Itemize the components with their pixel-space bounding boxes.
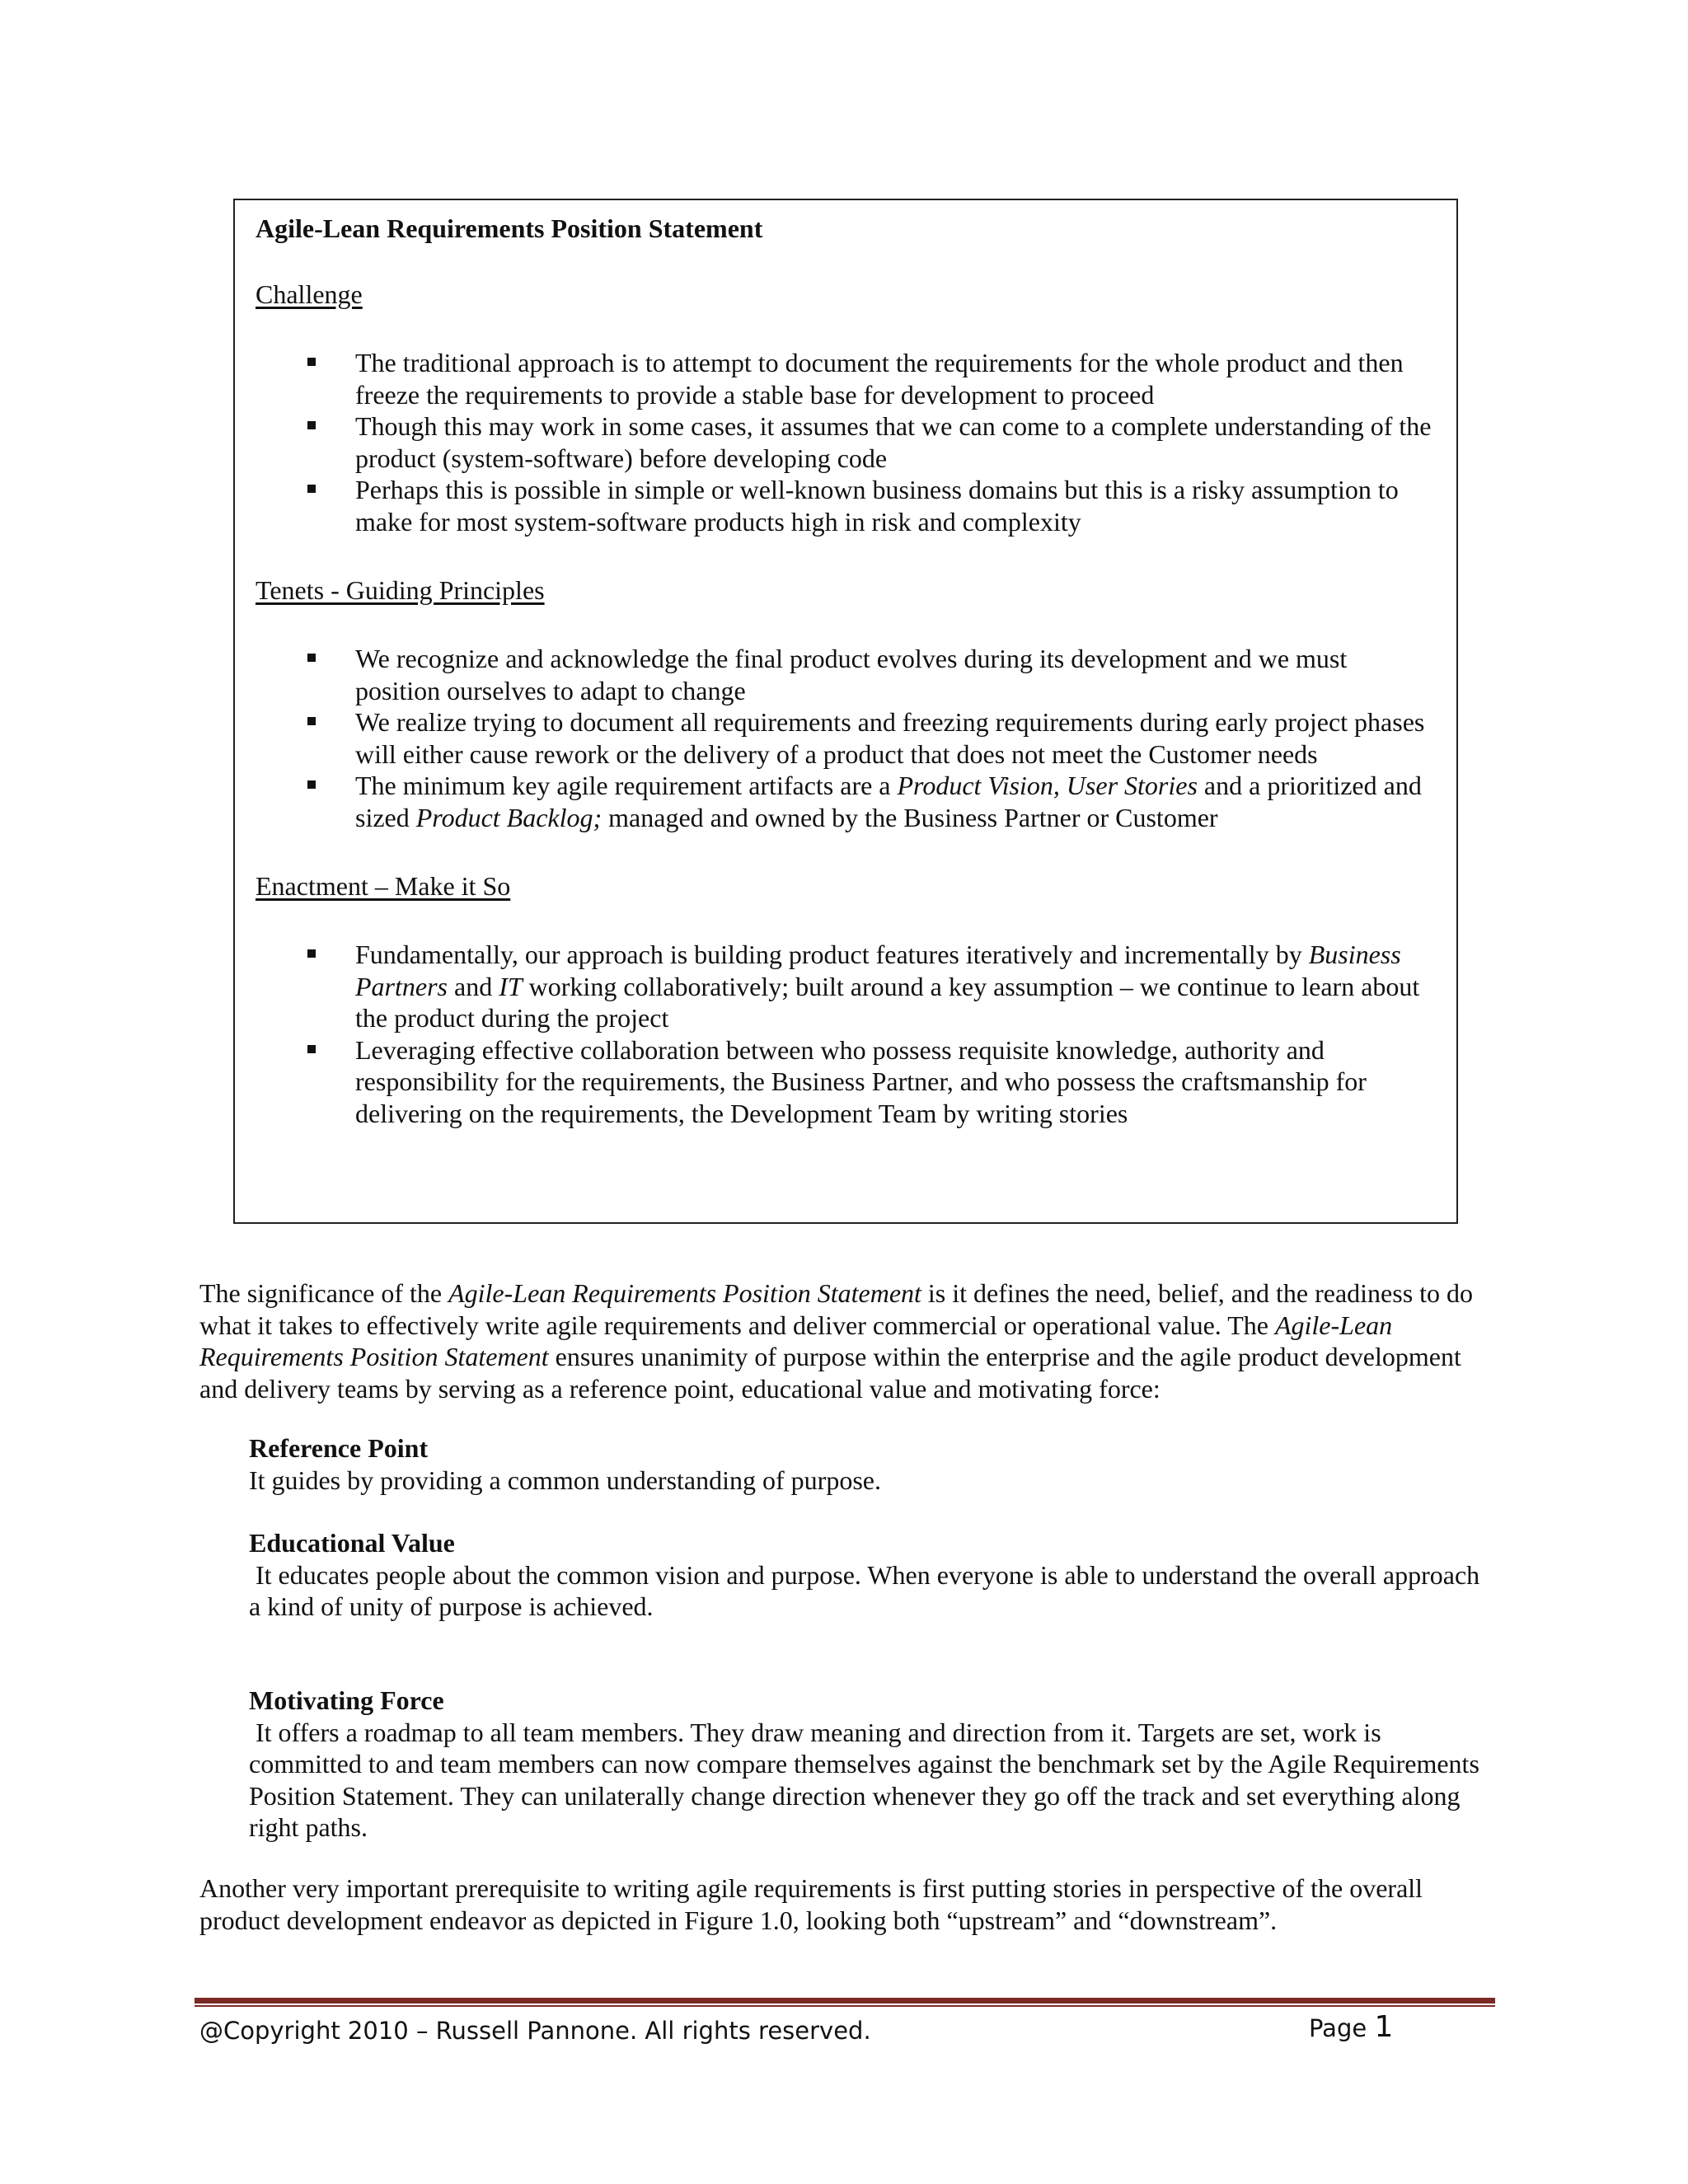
motivating-force-heading: Motivating Force — [249, 1685, 444, 1715]
bullet-list — [256, 939, 1433, 1129]
square-bullet-icon — [307, 485, 316, 493]
bullet-text: working collaboratively; built around a key assumption – we continue to learn about the product during the project — [355, 971, 1420, 1033]
reference-point-block — [249, 1432, 1493, 1496]
significance-text-2: Agile-Lean Requirements Position Statement — [448, 1278, 921, 1308]
motivating-force-block — [249, 1685, 1493, 1844]
bullet-list — [256, 347, 1433, 537]
bullet-item — [256, 706, 1433, 770]
bullet-text: We recognize and acknowledge the final product evolves during its development and we must position ourselves to adapt to change — [355, 644, 1348, 705]
educational-value-text: It educates people about the common vision and purpose. When everyone is able to understand the overall approach a kind of unity of purpose is achieved. — [249, 1559, 1487, 1621]
square-bullet-icon — [307, 421, 316, 429]
bullet-text: Though this may work in some cases, it assumes that we can come to a complete understanding of the product (system-software) before developing code — [355, 411, 1432, 473]
motivating-force-text: It offers a roadmap to all team members. They draw meaning and direction from it. Targets are set, work is committed to and team members can now compare themselves against the benchmark set by the Agile Requirements Position Statement. They can unilaterally change direction whenever they go off the track and set everything along right paths. — [249, 1717, 1486, 1842]
reference-point-text: It guides by providing a common understanding of purpose. — [249, 1465, 881, 1495]
significance-paragraph — [199, 1277, 1493, 1404]
bullet-item — [256, 347, 1433, 410]
bullet-item — [256, 474, 1433, 537]
bullet-text: IT — [499, 971, 523, 1001]
bullet-text: Leveraging effective collaboration between who possess requisite knowledge, authority and responsibility for the requirements, the Business Partner, and who possess the craftsmanship for delivering on the requirements, the Development Team by writing stories — [355, 1034, 1367, 1128]
bullet-text: The minimum key agile requirement artifacts are a — [355, 771, 898, 800]
bullet-item — [256, 1034, 1433, 1130]
statement-sections — [256, 278, 1433, 1129]
bullet-text: Perhaps this is possible in simple or well-known business domains but this is a risky assumption to make for most system-software products high in risk and complexity — [355, 475, 1399, 537]
footer-rule — [195, 1998, 1495, 2004]
square-bullet-icon — [307, 949, 316, 958]
statement-title: Agile-Lean Requirements Position Statement — [256, 213, 763, 243]
page-label: Page — [1309, 2014, 1375, 2042]
bullet-text: and a prioritized and sized — [355, 771, 1422, 832]
bullet-item — [256, 410, 1433, 474]
position-statement-box — [233, 199, 1458, 1224]
footer-rule-thin — [195, 2005, 1495, 2007]
square-bullet-icon — [307, 717, 316, 725]
prerequisite-paragraph: Another very important prerequisite to writing agile requirements is first putting stories in perspective of the overall product development endeavor as depicted in Figure 1.0, looking both “upstream” and “downstream”. — [199, 1873, 1423, 1935]
significance-text-5: ensures unanimity of purpose within the enterprise and the agile product development and delivery teams by serving as a reference point, educational value and motivating force: — [199, 1342, 1461, 1404]
bullet-item — [256, 643, 1433, 706]
page-number: 1 — [1374, 2010, 1394, 2044]
footer-page-number — [1309, 2011, 1393, 2045]
reference-point-heading: Reference Point — [249, 1433, 429, 1463]
bullet-text: We realize trying to document all requirements and freezing requirements during early project phases will either cause rework or the delivery of a product that does not meet the Customer needs — [355, 707, 1425, 769]
educational-value-heading: Educational Value — [249, 1528, 455, 1558]
section-heading: Tenets - Guiding Principles — [256, 575, 545, 605]
bullet-text: Product Backlog; — [415, 802, 603, 832]
bullet-item — [256, 770, 1433, 833]
square-bullet-icon — [307, 780, 316, 789]
bullet-item — [256, 939, 1433, 1034]
bullet-list — [256, 643, 1433, 833]
bullet-text: Fundamentally, our approach is building product features iteratively and incrementally by — [355, 940, 1309, 969]
bullet-text: managed and owned by the Business Partner or Customer — [602, 802, 1218, 832]
significance-text-4: Agile-Lean Requirements Position Statement — [199, 1310, 1393, 1371]
section-heading: Enactment – Make it So — [256, 871, 511, 901]
significance-text-1: The significance of the — [199, 1278, 449, 1308]
square-bullet-icon — [307, 358, 316, 366]
bullet-text: Product Vision, User Stories — [897, 771, 1198, 800]
educational-value-block — [249, 1527, 1493, 1623]
square-bullet-icon — [307, 654, 316, 662]
bullet-text: Business Partners — [355, 940, 1401, 1001]
bullet-text: The traditional approach is to attempt to document the requirements for the whole product and then freeze the requirements to provide a stable base for development to proceed — [355, 348, 1404, 410]
section-heading: Challenge — [256, 279, 363, 309]
significance-text-3: is it defines the need, belief, and the readiness to do what it takes to effectively write agile requirements and deliver commercial or operational value. The — [199, 1278, 1474, 1340]
footer-copyright: @Copyright 2010 – Russell Pannone. All rights reserved. — [199, 2017, 871, 2045]
bullet-text: and — [448, 971, 499, 1001]
square-bullet-icon — [307, 1045, 316, 1053]
